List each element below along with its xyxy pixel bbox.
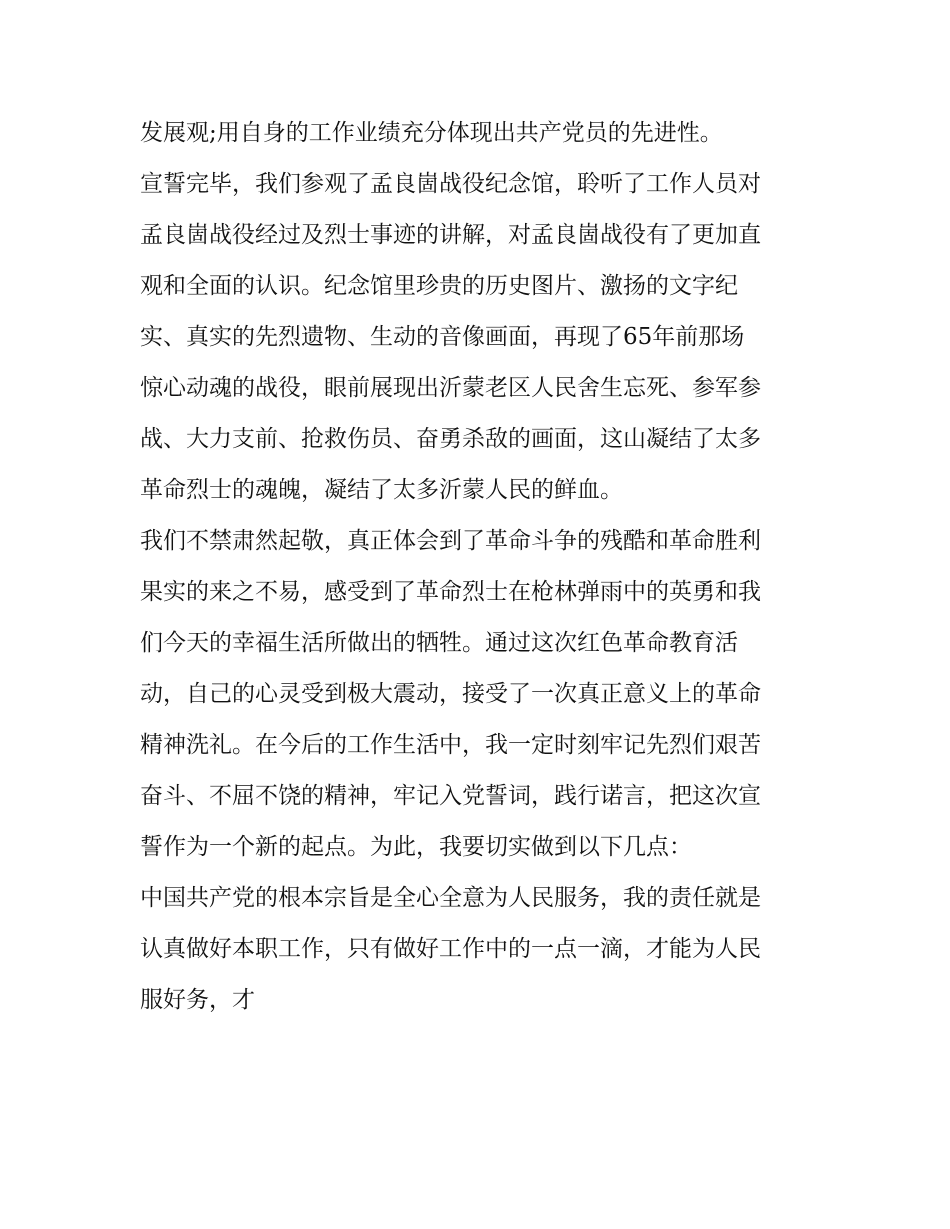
text-line: 观和全面的认识。纪念馆里珍贵的历史图片、激扬的文字纪 xyxy=(140,273,738,299)
text-line: 宣誓完毕，我们参观了孟良崮战役纪念馆，聆听了工作人员对 xyxy=(140,171,761,197)
text-line: 惊心动魂的战役，眼前展现出沂蒙老区人民舍生忘死、参军参 xyxy=(140,375,761,401)
text-line: 精神洗礼。在今后的工作生活中，我一定时刻牢记先烈们艰苦 xyxy=(140,732,761,758)
text-line: 战、大力支前、抢救伤员、奋勇杀敌的画面，这山凝结了太多 xyxy=(140,426,761,452)
text-line: 发展观;用自身的工作业绩充分体现出共产党员的先进性。 xyxy=(140,120,723,146)
text-line: 革命烈士的魂魄，凝结了太多沂蒙人民的鲜血。 xyxy=(140,477,623,503)
text-line: 果实的来之不易，感受到了革命烈士在枪林弹雨中的英勇和我 xyxy=(140,579,761,605)
text-line: 认真做好本职工作，只有做好工作中的一点一滴，才能为人民 xyxy=(140,936,761,962)
body-text xyxy=(140,108,820,1026)
text-line: 动，自己的心灵受到极大震动，接受了一次真正意义上的革命 xyxy=(140,681,761,707)
text-line: 中国共产党的根本宗旨是全心全意为人民服务，我的责任就是 xyxy=(140,885,761,911)
text-line: 们今天的幸福生活所做出的牺牲。通过这次红色革命教育活 xyxy=(140,630,738,656)
text-line: 奋斗、不屈不饶的精神，牢记入党誓词，践行诺言，把这次宣 xyxy=(140,783,761,809)
text-line: 服好务，才 xyxy=(140,987,255,1013)
text-line: 实、真实的先烈遗物、生动的音像画面，再现了65年前那场 xyxy=(140,324,745,350)
text-line: 誓作为一个新的起点。为此，我要切实做到以下几点： xyxy=(140,834,692,860)
text-line: 我们不禁肃然起敬，真正体会到了革命斗争的残酷和革命胜利 xyxy=(140,528,761,554)
text-line: 孟良崮战役经过及烈士事迹的讲解，对孟良崮战役有了更加直 xyxy=(140,222,761,248)
